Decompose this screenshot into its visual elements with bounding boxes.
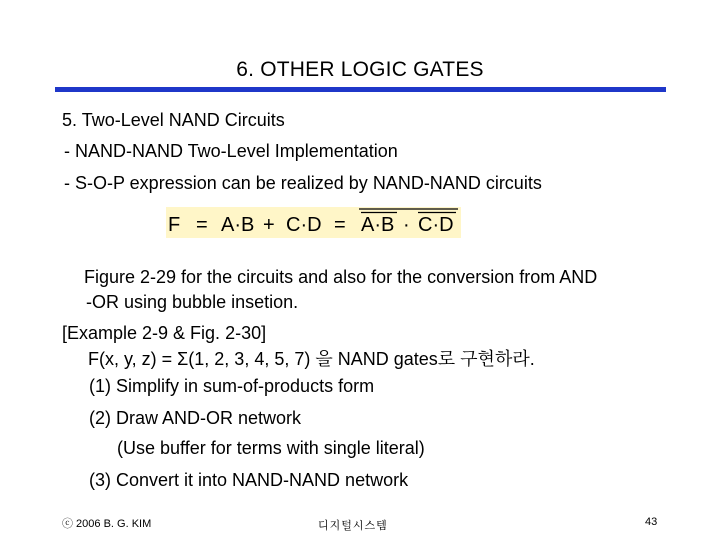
bullet-sop: - S-O-P expression can be realized by NAND-NAND circuits <box>64 173 542 193</box>
sop-formula <box>166 207 461 238</box>
title-rule <box>55 87 666 92</box>
formula-plus: + <box>263 214 275 236</box>
example-step-3: (3) Convert it into NAND-NAND network <box>89 470 409 490</box>
slide-title: 6. OTHER LOGIC GATES <box>236 58 484 81</box>
formula-nand-cd: C·D <box>418 214 454 236</box>
formula-equals-2: = <box>334 214 346 236</box>
formula-term-cd: C·D <box>286 214 322 236</box>
figure-note-line-2: -OR using bubble insetion. <box>86 292 299 312</box>
bullet-nand-nand: - NAND-NAND Two-Level Implementation <box>64 141 398 161</box>
example-step-2: (2) Draw AND-OR network <box>89 408 302 428</box>
example-function: F(x, y, z) = Σ(1, 2, 3, 4, 5, 7) 을 NAND gates로 구현하라. <box>88 349 535 369</box>
footer-course: 디지털시스템 <box>318 520 388 532</box>
footer-copyright: ⓒ 2006 B. G. KIM <box>62 518 152 530</box>
formula-nand-ab: A·B <box>361 214 395 236</box>
formula-lhs: F <box>168 214 181 236</box>
example-step-2-note: (Use buffer for terms with single literal) <box>117 438 425 458</box>
example-step-1: (1) Simplify in sum-of-products form <box>89 376 375 396</box>
figure-note-line-1: Figure 2-29 for the circuits and also for the conversion from AND <box>84 267 598 287</box>
formula-term-ab: A·B <box>221 214 255 236</box>
footer-page-number: 43 <box>645 516 658 528</box>
section-heading: 5. Two-Level NAND Circuits <box>62 110 285 130</box>
formula-dot: · <box>403 214 410 236</box>
example-header: [Example 2-9 & Fig. 2-30] <box>62 323 267 343</box>
formula-equals-1: = <box>196 214 208 236</box>
